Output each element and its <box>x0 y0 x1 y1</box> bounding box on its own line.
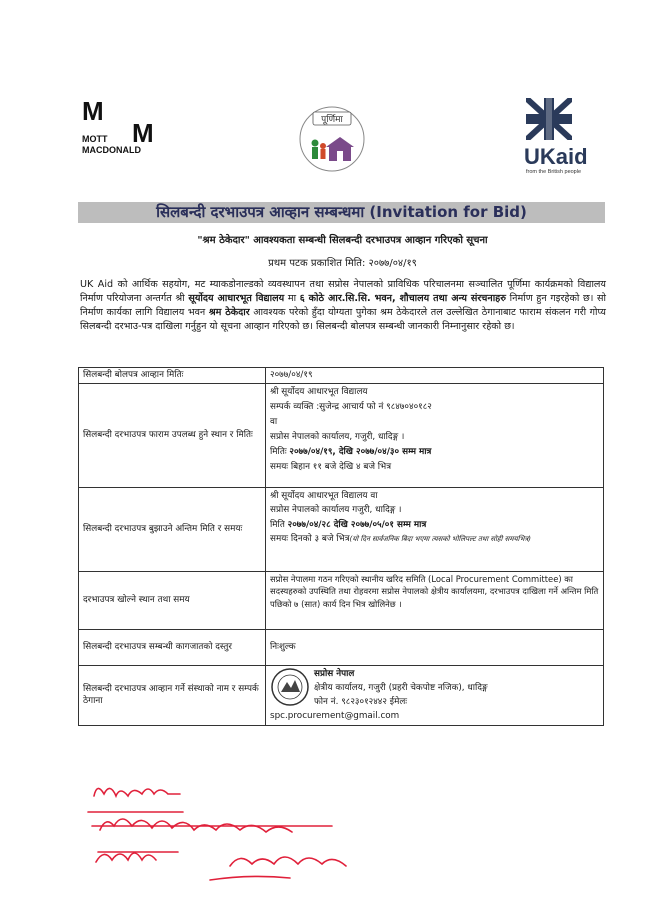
published-date: प्रथम पटक प्रकाशित मिति: २०७७/०४/१९ <box>268 258 417 269</box>
school-name: सूर्योदय आधारभूत विद्यालय <box>188 293 285 304</box>
row-value: सप्रोस नेपालमा गठन गरिएको स्थानीय खरिद समिति (Local Procurement Committee) का सदस्यहरुको उपस्थिति तथा रोहवरमा सप्रोस नेपालको क्षेत्रीय कार्यालयमा, दरभाउपत्र दाखिला गर्ने अन्तिम मिति पछिको ७ (सात) कार्य दिन भित्र खोलिनेछ । <box>266 571 604 629</box>
union-flag-icon <box>526 98 572 140</box>
table-row <box>79 383 604 487</box>
intro-text-3: निर्माण हुन गइरहेको छ। सो निर्माण कार्यका लागि विद्यालय भवन <box>80 293 606 318</box>
ukaid-name: UKaid <box>524 144 588 169</box>
table-row <box>79 368 604 384</box>
row-label: सिलबन्दी दरभाउपत्र फाराम उपलब्ध हुने स्थान र मितिः <box>79 383 266 487</box>
ukaid-logo <box>524 98 606 178</box>
submit-location-1: श्री सूर्योदय आधारभूत विद्यालय वा <box>270 490 378 501</box>
date-prefix: मितिः <box>270 446 290 457</box>
form-location-2: सप्रोस नेपालको कार्यालय, गजुरी, धादिङ्ग । <box>270 431 405 442</box>
or-text: वा <box>270 416 278 427</box>
table-row <box>79 487 604 571</box>
row-label: सिलबन्दी दरभाउपत्र सम्बन्धी कागजातको दस्तुर <box>79 629 266 665</box>
row-value <box>266 487 604 571</box>
form-date <box>270 445 599 460</box>
handwritten-annotation <box>80 770 480 900</box>
table-row <box>79 629 604 665</box>
row-value <box>266 665 604 725</box>
logo-line2: MACDONALD <box>82 145 141 155</box>
intro-text-1: UK Aid को आर्थिक सहयोग, मट म्याकडोनाल्डको व्यवस्थापन तथा सप्रोस नेपालको प्राविधिक परिचालनमा सञ्चालित पूर्णिमा कार्यक्रमको विद्यालय निर्माण परियोजना अन्तर्गत श्री <box>80 279 606 304</box>
building-description: ६ कोठे आर.सि.सि. भवन, शौचालय तथा अन्य संरचनाहरु <box>299 293 507 304</box>
banner-title: सिलबन्दी दरभाउपत्र आव्हान सम्बन्धमा (Invitation for Bid) <box>156 203 527 221</box>
date-prefix: मिति <box>270 519 288 530</box>
date-value: २०७७/०४/१९, देखि २०७७/०४/३० सम्म मात्र <box>289 446 432 457</box>
logo-m1: M <box>82 96 104 126</box>
intro-text-2: मा <box>284 293 300 304</box>
org-name: सप्रोस नेपाल <box>314 668 355 679</box>
holiday-note: (यो दिन सार्वजनिक बिदा भएमा त्यसको भोलिपल्ट तथा सोही समयभित्र) <box>349 535 531 543</box>
logo-m2: M <box>132 118 154 148</box>
row-label: सिलबन्दी दरभाउपत्र आव्हान गर्ने संस्थाको नाम र सम्पर्क ठेगाना <box>79 665 266 725</box>
labor-contractor: श्रम ठेकेदार <box>208 307 250 318</box>
table-row <box>79 665 604 725</box>
row-label: सिलबन्दी दरभाउपत्र बुझाउने अन्तिम मिति र समयः <box>79 487 266 571</box>
intro-paragraph <box>80 278 606 334</box>
org-block <box>270 667 599 709</box>
intro-text-4: आवश्यक परेको हुँदा योग्यता पुगेका श्रम ठेकेदारले तल उल्लेखित ठेगानाबाट फाराम संकलन गरी गोप्य सिलबन्दी दरभाउ-पत्र दाखिला गर्नुहुन यो सूचना आव्हान गरिएको छ। सिलबन्दी बोलपत्र सम्बन्धी जानकारी निम्नानुसार रहेको छ। <box>80 307 606 332</box>
form-location-1: श्री सूर्योदय आधारभूत विद्यालय <box>270 386 368 397</box>
ukaid-tagline: from the British people <box>526 169 582 175</box>
row-label: दरभाउपत्र खोल्ने स्थान तथा समय <box>79 571 266 629</box>
submit-time: समयः दिनको ३ बजे भित्र(यो दिन सार्वजनिक बिदा भएमा त्यसको भोलिपल्ट तथा सोही समयभित्र) <box>270 534 531 544</box>
org-phone: फोन नं. ९८२३०१२४४२ ईमेलः <box>314 696 408 707</box>
row-value <box>266 383 604 487</box>
org-details <box>314 667 488 709</box>
date-value: २०७७/०४/२८ देखि २०७७/०५/०१ सम्म मात्र <box>287 519 427 530</box>
sapros-seal-icon <box>270 667 310 707</box>
table-row <box>79 571 604 629</box>
logo-line1: MOTT <box>82 134 108 144</box>
mott-macdonald-logo <box>80 98 170 168</box>
org-address: क्षेत्रीय कार्यालय, गजुरी (प्रहरी चेकपोष्ट नजिक), धादिङ्ग <box>314 682 488 693</box>
title-banner <box>78 202 605 223</box>
org-email: spc.procurement@gmail.com <box>270 710 400 721</box>
notice-subheading: "श्रम ठेकेदार" आवश्यकता सम्बन्धी सिलबन्दी दरभाउपत्र आव्हान गरिएको सूचना <box>197 235 488 246</box>
form-time: समयः बिहान ११ बजे देखि ४ बजे भित्र <box>270 461 392 472</box>
purnima-logo <box>296 103 368 175</box>
submit-location-2: सप्रोस नेपालको कार्यालय गजुरी, धादिङ्ग । <box>270 505 402 515</box>
row-label: सिलबन्दी बोलपत्र आव्हान मितिः <box>79 368 266 384</box>
submit-date <box>270 518 599 533</box>
bid-details-table <box>78 367 604 726</box>
purnima-label: पूर्णिमा <box>321 115 343 125</box>
contact-person: सम्पर्क व्यक्ति :सुजेन्द्र आचार्य फो नं ९८४७०४०१८२ <box>270 401 432 412</box>
row-value: निःशुल्क <box>266 629 604 665</box>
row-value: २०७७/०४/१९ <box>266 368 604 384</box>
